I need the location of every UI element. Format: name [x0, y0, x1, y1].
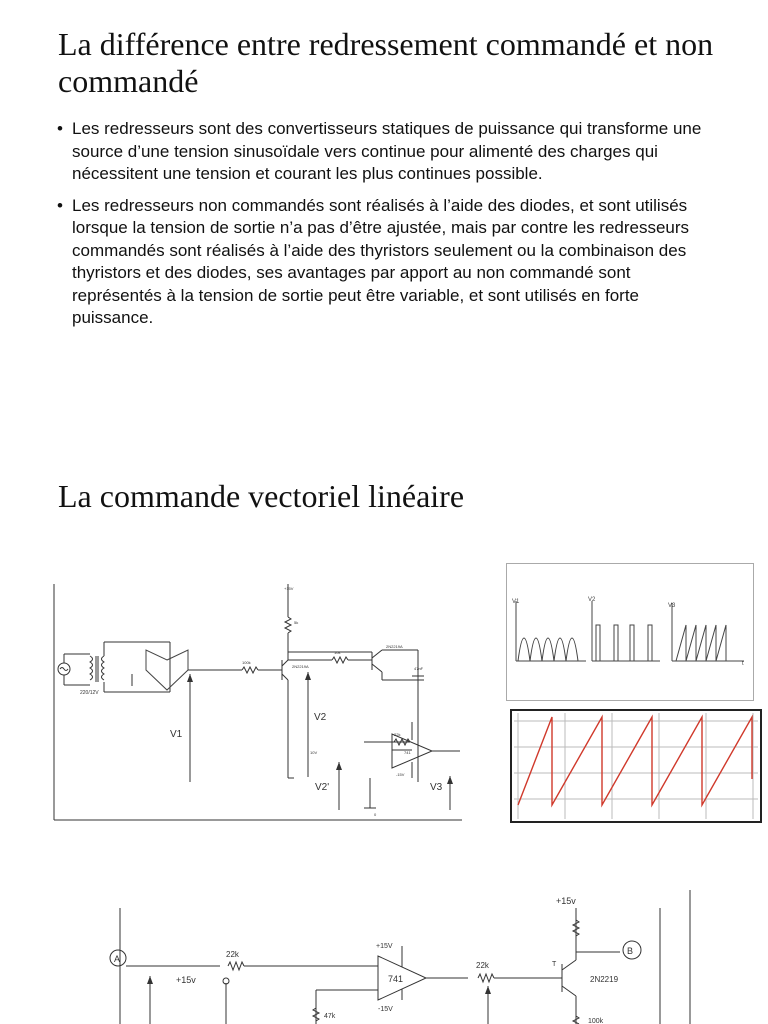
bullet-text: Les redresseurs non commandés sont réalisés à l’aide des diodes, et sont utilisés lorsque la tension de sortie n’a pas d’être ajustée, mais par contre les redresseurs commandés sont réalisés à l’aide des thyristors seulement ou la combinaison des thyristors et des diodes, ses avantages par apport au non commandé sont représentés à la tension de sortie peut être variable, et sont utilisés en forte puissance.	[72, 195, 690, 327]
label-transistor-t: T	[552, 961, 557, 968]
wave-label-t: t	[742, 661, 744, 667]
label-node-b: B	[627, 946, 634, 956]
label-minus15: -15V	[396, 772, 405, 777]
wave-label-b: V2	[588, 597, 596, 603]
label-r-top: 5k	[294, 620, 299, 625]
label-v1: V1	[170, 729, 183, 740]
bullet-text: Les redresseurs sont des convertisseurs statiques de puissance qui transforme une source d’une tension sinusoïdale vers continue pour alimenté des charges qui nécessitent une tension et courant les plus continues possible.	[72, 119, 702, 183]
label-2n2219: 2N2219	[590, 975, 619, 984]
label-minus15: -15V	[378, 1006, 393, 1013]
label-r47k: 47k	[324, 1013, 336, 1020]
label-r2: 10k	[334, 650, 341, 655]
label-node-a: A	[114, 954, 121, 964]
label-v2: V2	[314, 712, 327, 723]
label-cap: 47nF	[414, 666, 424, 671]
comparator-circuit-diagram	[100, 888, 700, 1024]
label-r22k-2: 22k	[476, 961, 489, 970]
label-gnd: 0	[374, 812, 377, 817]
oscilloscope-sawtooth	[510, 709, 762, 823]
slide-title: La différence entre redressement commandé et non commandé	[58, 26, 714, 99]
waveform-panel	[506, 563, 754, 701]
label-plus15-left: +15v	[176, 975, 196, 985]
bullet-dot: •	[57, 119, 63, 138]
label-plus15-op: +15V	[376, 943, 393, 950]
label-r3: 22k	[394, 732, 401, 737]
label-v2-prime: V2'	[315, 782, 330, 793]
label-ref: 10V	[310, 750, 318, 755]
label-plus15-top: +15v	[556, 896, 576, 906]
rectifier-circuit-diagram	[52, 582, 464, 822]
bullet-item	[57, 118, 717, 186]
section-title: La commande vectoriel linéaire	[58, 478, 465, 514]
label-opamp: 741	[404, 750, 411, 755]
label-opamp-741: 741	[388, 974, 404, 984]
label-r100k: 100k	[588, 1018, 604, 1024]
wave-label-a: V1	[512, 599, 520, 605]
bullet-item	[57, 195, 717, 330]
label-r1: 100k	[242, 660, 251, 665]
label-q1: 2N2219A	[292, 664, 309, 669]
label-v3: V3	[430, 782, 443, 793]
label-r22k-1: 22k	[226, 950, 239, 959]
bullet-list	[57, 118, 717, 339]
bullet-dot: •	[57, 195, 63, 215]
label-q2: 2N2219A	[386, 644, 403, 649]
label-transformer: 220/12V	[80, 690, 99, 696]
label-plus15: +15V	[284, 586, 294, 591]
wave-label-c: V3	[668, 603, 676, 609]
